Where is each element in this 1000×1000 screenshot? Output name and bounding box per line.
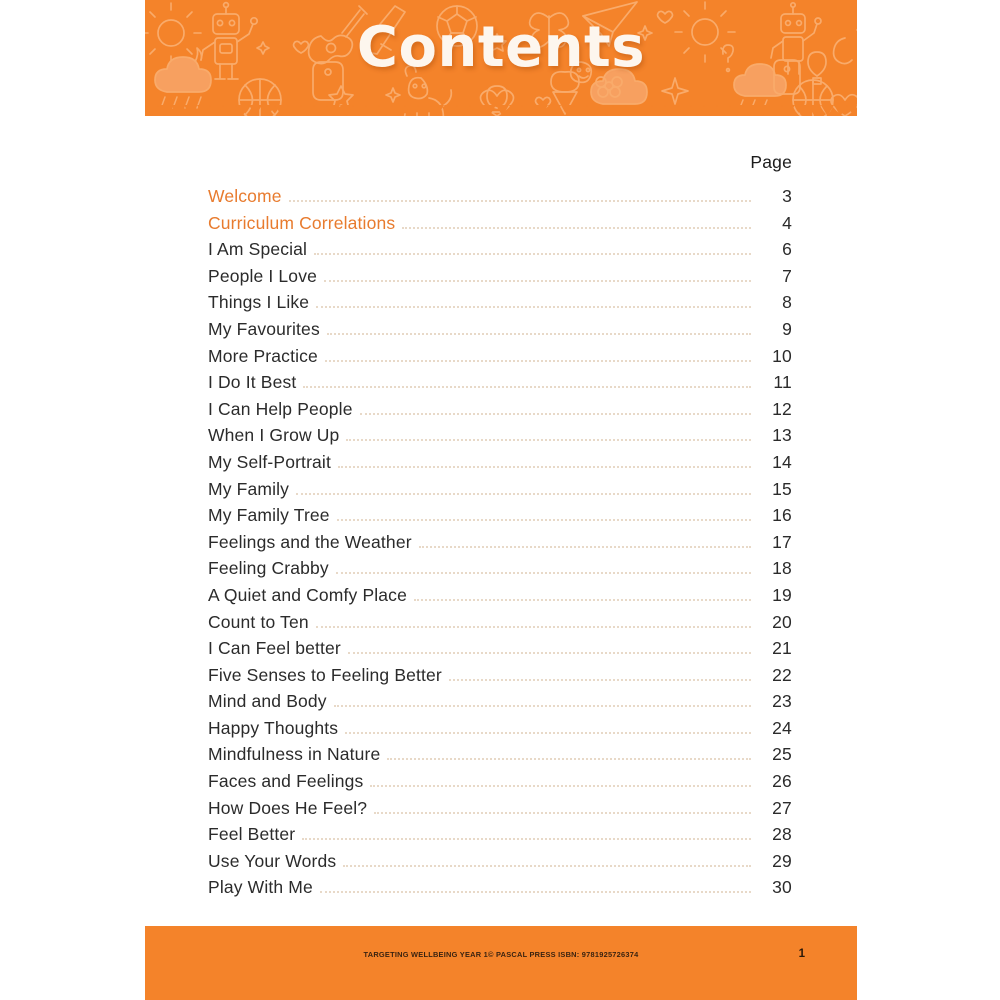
- toc-entry-title: Mindfulness in Nature: [208, 744, 381, 765]
- toc-entry-page-number: 20: [772, 611, 792, 632]
- toc-entry-page-number: 4: [782, 212, 792, 233]
- toc-leader-dots: [402, 226, 751, 229]
- toc-entry-page-number: 3: [782, 186, 792, 206]
- footer-bar: [145, 926, 857, 1000]
- toc-entry-page-number: 17: [772, 531, 792, 552]
- toc-entry[interactable]: [208, 213, 792, 240]
- toc-entry-title: My Favourites: [208, 318, 320, 339]
- toc-entry[interactable]: [208, 186, 792, 213]
- toc-entry-page-number: 6: [782, 239, 792, 260]
- toc-leader-dots: [325, 359, 751, 362]
- toc-entry-title: Feeling Crabby: [208, 558, 329, 579]
- toc-leader-dots: [360, 412, 751, 415]
- toc-entry-title: Things I Like: [208, 292, 310, 313]
- toc-entry[interactable]: [208, 718, 792, 745]
- toc-entry-page-number: 23: [772, 691, 792, 712]
- toc-entry[interactable]: [208, 638, 792, 665]
- footer-page-number: 1: [798, 948, 805, 960]
- header-zigzag-edge: [145, 105, 857, 119]
- toc-entry[interactable]: [208, 665, 792, 692]
- toc-entry-page-number: 29: [772, 850, 792, 871]
- toc-entry-page-number: 15: [772, 478, 792, 499]
- toc-entry-title: More Practice: [208, 345, 318, 366]
- toc-entry-title: Feelings and the Weather: [208, 531, 412, 552]
- toc-leader-dots: [324, 279, 751, 282]
- toc-entry-title: I Am Special: [208, 239, 308, 260]
- toc-entry-page-number: 11: [773, 372, 792, 393]
- toc-entry-page-number: 27: [772, 797, 792, 818]
- toc-entry-page-number: 16: [772, 505, 792, 526]
- toc-entry-page-number: 10: [772, 345, 792, 366]
- toc-leader-dots: [345, 731, 751, 734]
- toc-leader-dots: [289, 199, 751, 202]
- page-column-header: Page: [750, 152, 792, 172]
- toc-leader-dots: [303, 385, 751, 388]
- toc-entry[interactable]: [208, 319, 792, 346]
- toc-leader-dots: [343, 864, 751, 867]
- toc-entry[interactable]: [208, 292, 792, 319]
- toc-entry[interactable]: [208, 771, 792, 798]
- toc-entry[interactable]: [208, 452, 792, 479]
- toc-entry-page-number: 19: [772, 584, 792, 605]
- footer-imprint-text: TARGETING WELLBEING YEAR 1© PASCAL PRESS ISBN: 9781925726374: [363, 950, 639, 959]
- toc-entry-page-number: 9: [782, 318, 792, 339]
- toc-entry-title: Count to Ten: [208, 611, 309, 632]
- toc-entry-title: Faces and Feelings: [208, 771, 364, 792]
- toc-leader-dots: [337, 518, 751, 521]
- toc-entry[interactable]: [208, 425, 792, 452]
- toc-entry[interactable]: [208, 691, 792, 718]
- toc-leader-dots: [336, 571, 751, 574]
- toc-leader-dots: [302, 837, 751, 840]
- toc-leader-dots: [370, 784, 751, 787]
- contents-header-banner: [145, 0, 857, 116]
- toc-entry-page-number: 30: [772, 877, 792, 898]
- toc-entry-page-number: 8: [782, 292, 792, 313]
- toc-entry[interactable]: [208, 532, 792, 559]
- toc-entry-page-number: 26: [772, 771, 792, 792]
- toc-entry-title: People I Love: [208, 265, 317, 286]
- toc-entry-title: My Family Tree: [208, 505, 330, 526]
- toc-leader-dots: [374, 811, 751, 814]
- toc-entry[interactable]: [208, 266, 792, 293]
- toc-entry-title: Curriculum Correlations: [208, 212, 396, 233]
- toc-entry[interactable]: [208, 558, 792, 585]
- toc-entry[interactable]: [208, 798, 792, 825]
- toc-leader-dots: [346, 438, 751, 441]
- toc-leader-dots: [316, 305, 751, 308]
- toc-entry[interactable]: [208, 239, 792, 266]
- toc-leader-dots: [414, 598, 751, 601]
- toc-entry[interactable]: [208, 851, 792, 878]
- toc-entry-title: Play With Me: [208, 877, 313, 898]
- toc-entry-page-number: 28: [772, 824, 792, 845]
- toc-leader-dots: [316, 625, 751, 628]
- toc-entry[interactable]: [208, 585, 792, 612]
- toc-entry-page-number: 14: [772, 451, 792, 472]
- toc-entry-title: My Self-Portrait: [208, 451, 331, 472]
- toc-entry[interactable]: [208, 744, 792, 771]
- toc-entry-title: Use Your Words: [208, 850, 337, 871]
- table-of-contents: [208, 152, 792, 904]
- toc-entry-title: I Do It Best: [208, 372, 297, 393]
- toc-leader-dots: [320, 890, 751, 893]
- toc-leader-dots: [419, 545, 751, 548]
- toc-entry[interactable]: [208, 505, 792, 532]
- toc-entry-title: I Can Feel better: [208, 638, 341, 659]
- toc-entry-title: Happy Thoughts: [208, 717, 339, 738]
- toc-leader-dots: [296, 492, 751, 495]
- toc-leader-dots: [327, 332, 751, 335]
- page-title: Contents: [356, 15, 646, 80]
- toc-entry-page-number: 22: [772, 664, 792, 685]
- toc-entry-page-number: 7: [782, 265, 792, 286]
- toc-entry-title: A Quiet and Comfy Place: [208, 584, 407, 605]
- toc-entry[interactable]: [208, 372, 792, 399]
- toc-entry[interactable]: [208, 612, 792, 639]
- toc-entry-title: My Family: [208, 478, 290, 499]
- toc-entry-page-number: 12: [772, 398, 792, 419]
- toc-entry-page-number: 25: [772, 744, 792, 765]
- toc-leader-dots: [338, 465, 751, 468]
- toc-leader-dots: [348, 651, 751, 654]
- toc-entry[interactable]: [208, 877, 792, 904]
- toc-entry-title: Feel Better: [208, 824, 296, 845]
- toc-entry-title: How Does He Feel?: [208, 797, 368, 818]
- toc-entry-title: Mind and Body: [208, 691, 327, 712]
- toc-leader-dots: [334, 704, 751, 707]
- toc-entry-title: When I Grow Up: [208, 425, 340, 446]
- toc-entry-page-number: 24: [772, 717, 792, 738]
- toc-entry-page-number: 21: [772, 638, 792, 659]
- toc-entry[interactable]: [208, 399, 792, 426]
- toc-leader-dots: [314, 252, 751, 255]
- toc-leader-dots: [387, 757, 751, 760]
- toc-entry[interactable]: [208, 824, 792, 851]
- toc-entry-title: Five Senses to Feeling Better: [208, 664, 442, 685]
- toc-entry-title: Welcome: [208, 186, 282, 206]
- toc-leader-dots: [449, 678, 751, 681]
- toc-entry[interactable]: [208, 479, 792, 506]
- toc-entry-page-number: 13: [772, 425, 792, 446]
- toc-entry-title: I Can Help People: [208, 398, 353, 419]
- toc-entry-page-number: 18: [772, 558, 792, 579]
- toc-entry-list: [208, 186, 792, 904]
- toc-entry[interactable]: [208, 346, 792, 373]
